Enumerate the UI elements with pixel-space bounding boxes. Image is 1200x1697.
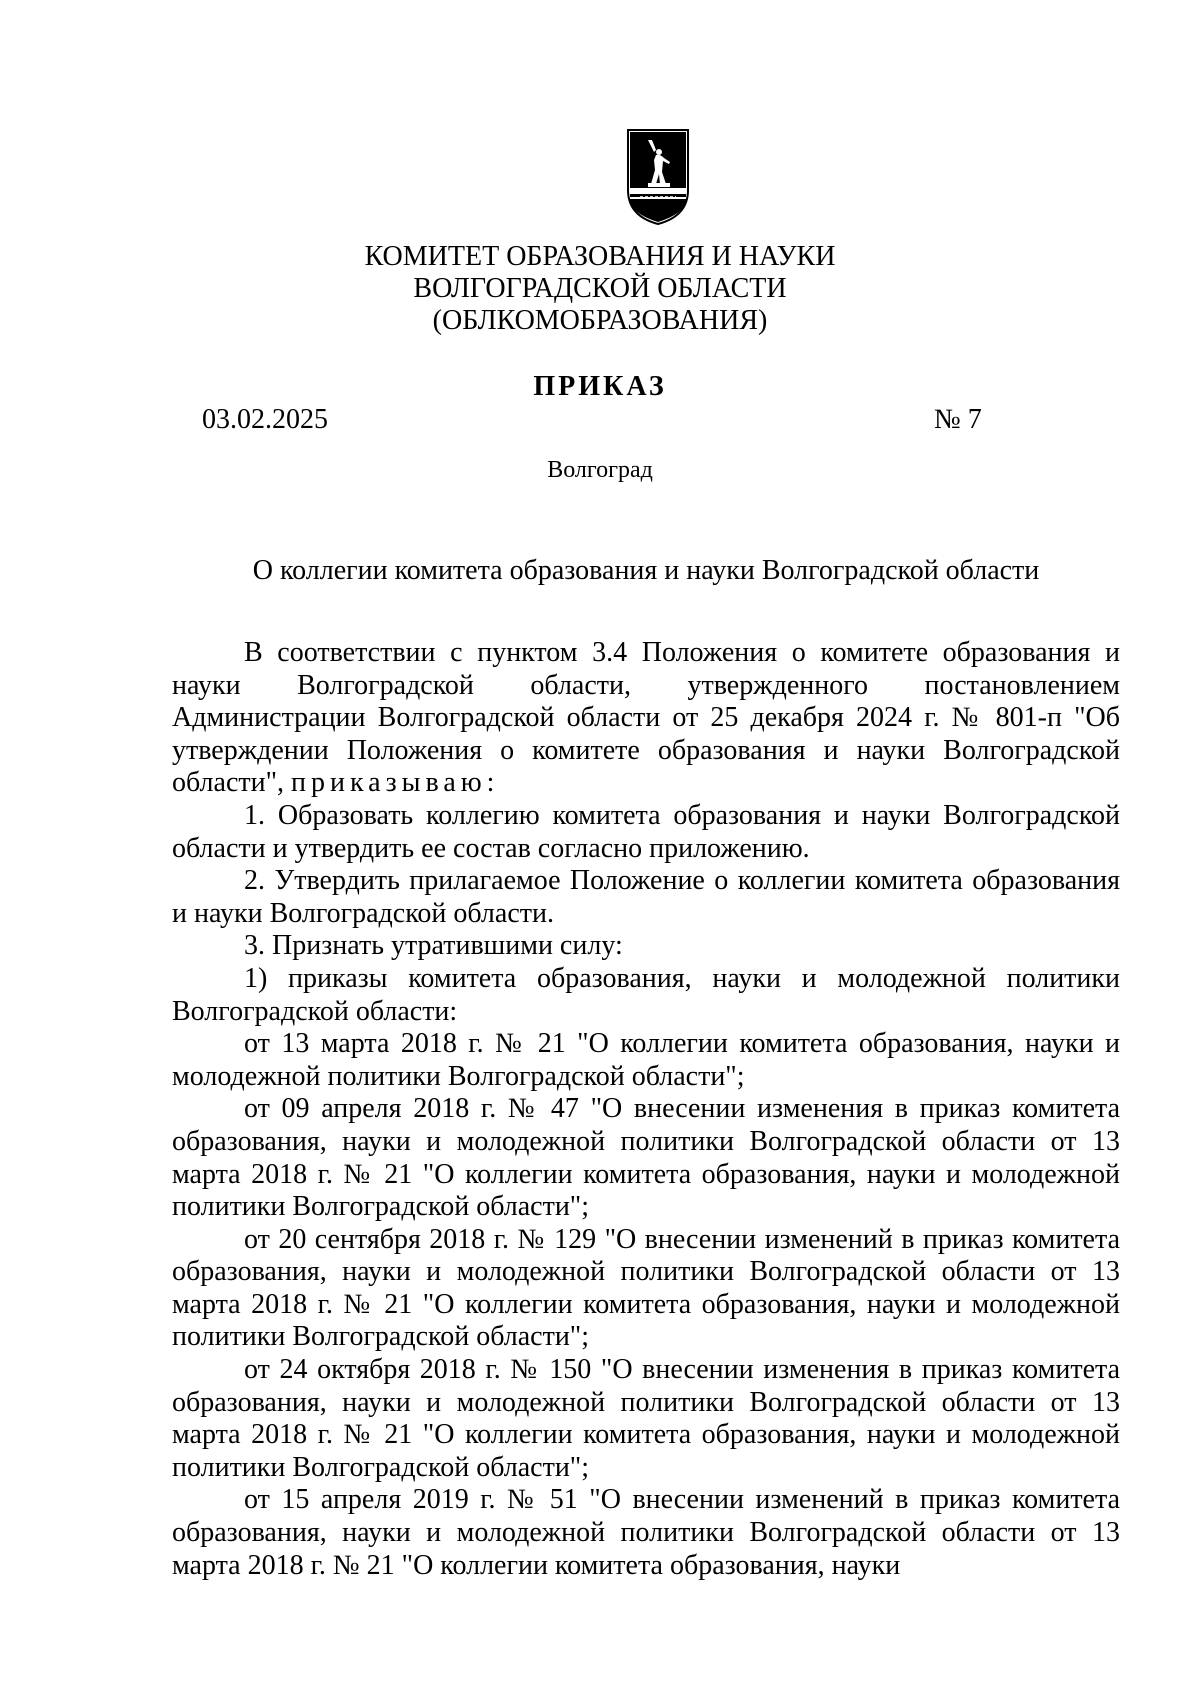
coat-of-arms-icon bbox=[626, 128, 690, 226]
organization-name-line-2: ВОЛГОГРАДСКОЙ ОБЛАСТИ bbox=[413, 273, 787, 304]
document-subject: О коллегии комитета образования и науки Волгоградской области bbox=[252, 555, 1040, 586]
document-body bbox=[172, 637, 1120, 1582]
document-date: 03.02.2025 bbox=[202, 404, 328, 435]
body-paragraph: 1. Образовать коллегию комитета образования и науки Волгоградской области и утвердить ее состав согласно приложению. bbox=[172, 799, 1120, 864]
preamble-text: В соответствии с пунктом 3.4 Положения о комитете образования и науки Волгоградской области, утвержденного постановлением Администрации Волгоградской области от 25 декабря 2024 г. № 801-п "Об утверждении Положения о комитете образования и науки Волгоградской области", bbox=[172, 637, 1120, 799]
document-city: Волгоград bbox=[547, 457, 653, 483]
body-paragraph: 3. Признать утратившими силу: bbox=[244, 930, 623, 962]
organization-abbreviation: (ОБЛКОМОБРАЗОВАНИЯ) bbox=[432, 305, 768, 336]
order-word: приказываю: bbox=[291, 767, 500, 799]
body-paragraph: от 09 апреля 2018 г. № 47 "О внесении изменения в приказ комитета образования, науки и молодежной политики Волгоградской области от 13 марта 2018 г. № 21 "О коллегии комитета образования, науки и молодежной политики Волгоградской области"; bbox=[172, 1093, 1120, 1223]
body-paragraph-preamble bbox=[172, 637, 1120, 800]
body-paragraph: 2. Утвердить прилагаемое Положение о коллегии комитета образования и науки Волгоградской области. bbox=[172, 865, 1120, 929]
body-paragraph: от 20 сентября 2018 г. № 129 "О внесении изменений в приказ комитета образования, науки и молодежной политики Волгоградской области от 13 марта 2018 г. № 21 "О коллегии комитета образования, науки и молодежной политики Волгоградской области"; bbox=[172, 1223, 1120, 1353]
body-paragraph: 1) приказы комитета образования, науки и молодежной политики Волгоградской области: bbox=[172, 962, 1120, 1027]
body-paragraph: от 13 марта 2018 г. № 21 "О коллегии комитета образования, науки и молодежной политики Волгоградской области"; bbox=[172, 1028, 1120, 1092]
document-number: № 7 bbox=[934, 404, 982, 435]
body-paragraph: от 15 апреля 2019 г. № 51 "О внесении изменений в приказ комитета образования, науки и молодежной политики Волгоградской области от 13 марта 2018 г. № 21 "О коллегии комитета образования, науки bbox=[172, 1484, 1120, 1581]
body-paragraph: от 24 октября 2018 г. № 150 "О внесении изменения в приказ комитета образования, науки и молодежной политики Волгоградской области от 13 марта 2018 г. № 21 "О коллегии комитета образования, науки и молодежной политики Волгоградской области"; bbox=[172, 1354, 1120, 1483]
organization-name-line-1: КОМИТЕТ ОБРАЗОВАНИЯ И НАУКИ bbox=[364, 241, 836, 272]
document-type: ПРИКАЗ bbox=[533, 371, 667, 402]
